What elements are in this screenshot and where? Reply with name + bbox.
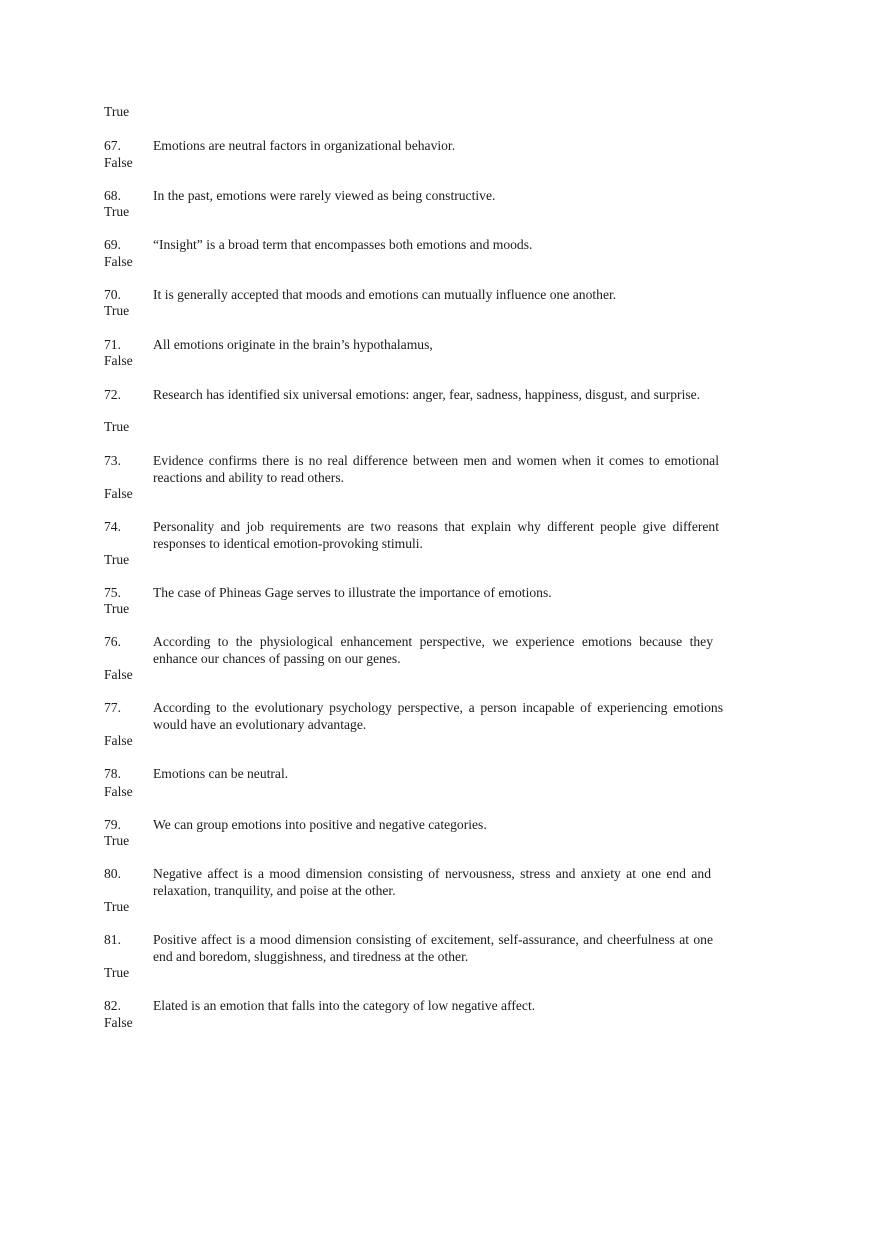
answer: True bbox=[104, 833, 130, 848]
question-text: According to the physiological enhancement perspective, we experience emotions because they enhance our chances of passing on our genes. bbox=[153, 634, 713, 666]
answer: True bbox=[104, 899, 130, 914]
question-number: 67. bbox=[104, 138, 121, 153]
question-number: 69. bbox=[104, 237, 121, 252]
answer: False bbox=[104, 1015, 133, 1030]
answer: True bbox=[104, 965, 130, 980]
question-text: Evidence confirms there is no real difference between men and women when it comes to emotional reactions and ability to read others. bbox=[153, 453, 719, 485]
question-number: 70. bbox=[104, 287, 121, 302]
question-number: 77. bbox=[104, 700, 121, 715]
question-text: Research has identified six universal emotions: anger, fear, sadness, happiness, disgust, and surprise. bbox=[153, 387, 701, 402]
question-number: 80. bbox=[104, 866, 121, 881]
answer: False bbox=[104, 254, 133, 269]
question-number: 68. bbox=[104, 188, 121, 203]
question-text: According to the evolutionary psychology perspective, a person incapable of experiencing emotions would have an evolutionary advantage. bbox=[153, 700, 723, 732]
answer-top: True bbox=[104, 104, 130, 119]
question-text: “Insight” is a broad term that encompasses both emotions and moods. bbox=[153, 237, 533, 252]
question-number: 78. bbox=[104, 766, 121, 781]
answer: False bbox=[104, 667, 133, 682]
answer: False bbox=[104, 733, 133, 748]
answer: True bbox=[104, 204, 130, 219]
question-text: It is generally accepted that moods and emotions can mutually influence one another. bbox=[153, 287, 617, 302]
answer: True bbox=[104, 601, 130, 616]
answer: False bbox=[104, 486, 133, 501]
question-text: Personality and job requirements are two reasons that explain why different people give different responses to identical emotion-provoking stimuli. bbox=[153, 519, 719, 551]
answer: False bbox=[104, 353, 133, 368]
question-text: Positive affect is a mood dimension consisting of excitement, self-assurance, and cheerfulness at one end and boredom, sluggishness, and tiredness at the other. bbox=[153, 932, 713, 964]
answer: True bbox=[104, 419, 130, 434]
question-number: 79. bbox=[104, 817, 121, 832]
question-number: 81. bbox=[104, 932, 121, 947]
question-text: Elated is an emotion that falls into the category of low negative affect. bbox=[153, 998, 536, 1013]
question-number: 82. bbox=[104, 998, 121, 1013]
question-number: 71. bbox=[104, 337, 121, 352]
question-number: 74. bbox=[104, 519, 121, 534]
question-number: 76. bbox=[104, 634, 121, 649]
answer: False bbox=[104, 784, 133, 799]
question-number: 75. bbox=[104, 585, 121, 600]
answer: False bbox=[104, 155, 133, 170]
question-number: 73. bbox=[104, 453, 121, 468]
question-text: Negative affect is a mood dimension consisting of nervousness, stress and anxiety at one end and relaxation, tranquility, and poise at the other. bbox=[153, 866, 711, 898]
question-text: All emotions originate in the brain’s hypothalamus, bbox=[153, 337, 433, 352]
question-text: Emotions are neutral factors in organizational behavior. bbox=[153, 138, 456, 153]
question-text: We can group emotions into positive and negative categories. bbox=[153, 817, 487, 832]
question-text: In the past, emotions were rarely viewed as being constructive. bbox=[153, 188, 496, 203]
question-text: Emotions can be neutral. bbox=[153, 766, 289, 781]
question-text: The case of Phineas Gage serves to illustrate the importance of emotions. bbox=[153, 585, 552, 600]
answer: True bbox=[104, 552, 130, 567]
answer: True bbox=[104, 303, 130, 318]
question-number: 72. bbox=[104, 387, 121, 402]
